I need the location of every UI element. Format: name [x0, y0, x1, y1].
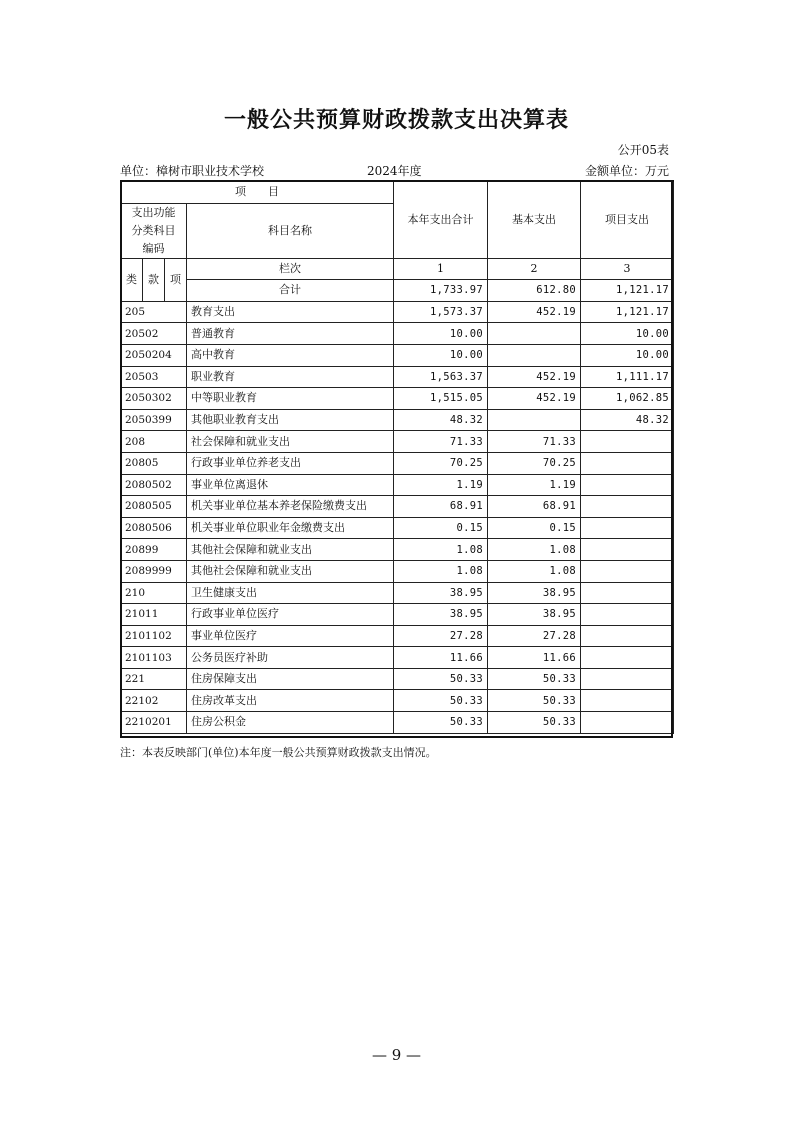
header-lei: 类 — [121, 258, 143, 301]
row-project: 10.00 — [581, 323, 674, 345]
year-label: 2024年度 — [367, 164, 422, 178]
row-code: 21011 — [121, 604, 187, 626]
row-basic: 27.28 — [488, 625, 581, 647]
row-total: 50.33 — [394, 690, 488, 712]
row-name: 行政事业单位医疗 — [187, 604, 394, 626]
row-total: 1,515.05 — [394, 388, 488, 410]
table-row — [121, 560, 674, 582]
row-project — [581, 582, 674, 604]
row-total: 38.95 — [394, 604, 488, 626]
row-basic — [488, 409, 581, 431]
row-name: 机关事业单位基本养老保险缴费支出 — [187, 496, 394, 518]
table-row — [121, 539, 674, 561]
row-project: 1,062.85 — [581, 388, 674, 410]
row-code: 2080506 — [121, 517, 187, 539]
row-code: 2210201 — [121, 712, 187, 734]
table-row — [121, 604, 674, 626]
row-total: 0.15 — [394, 517, 488, 539]
table-row — [121, 647, 674, 669]
table-row — [121, 625, 674, 647]
header-func-code: 支出功能分类科目编码 — [121, 203, 187, 258]
row-project — [581, 496, 674, 518]
row-name: 住房公积金 — [187, 712, 394, 734]
expenditure-table — [120, 180, 674, 734]
row-basic: 11.66 — [488, 647, 581, 669]
row-code: 2080505 — [121, 496, 187, 518]
row-basic: 1.08 — [488, 539, 581, 561]
row-code: 2050399 — [121, 409, 187, 431]
page-title: 一般公共预算财政拨款支出决算表 — [223, 108, 569, 133]
row-code: 2080502 — [121, 474, 187, 496]
table-row — [121, 452, 674, 474]
row-total: 68.91 — [394, 496, 488, 518]
header-xiangmu: 项 目 — [121, 181, 394, 203]
row-basic: 452.19 — [488, 301, 581, 323]
row-project — [581, 625, 674, 647]
row-project — [581, 647, 674, 669]
row-basic: 1.08 — [488, 560, 581, 582]
row-total: 50.33 — [394, 712, 488, 734]
row-total: 10.00 — [394, 323, 488, 345]
table-row — [121, 582, 674, 604]
row-project — [581, 560, 674, 582]
row-name: 行政事业单位养老支出 — [187, 452, 394, 474]
row-name: 其他社会保障和就业支出 — [187, 560, 394, 582]
row-basic: 50.33 — [488, 712, 581, 734]
row-project — [581, 431, 674, 453]
total-col1: 1,733.97 — [394, 280, 488, 302]
row-name: 社会保障和就业支出 — [187, 431, 394, 453]
row-project — [581, 604, 674, 626]
table-row — [121, 690, 674, 712]
row-basic — [488, 323, 581, 345]
table-row — [121, 712, 674, 734]
row-code: 20503 — [121, 366, 187, 388]
table-row — [121, 301, 674, 323]
row-name: 住房改革支出 — [187, 690, 394, 712]
row-code: 210 — [121, 582, 187, 604]
table-note: 注：本表反映部门(单位)本年度一般公共预算财政拨款支出情况。 — [120, 746, 437, 759]
row-project — [581, 712, 674, 734]
table-row — [121, 474, 674, 496]
row-name: 普通教育 — [187, 323, 394, 345]
row-basic: 50.33 — [488, 668, 581, 690]
row-total: 70.25 — [394, 452, 488, 474]
header-col2: 基本支出 — [488, 181, 581, 258]
row-project — [581, 690, 674, 712]
header-name-col: 科目名称 — [187, 203, 394, 258]
row-name: 事业单位离退休 — [187, 474, 394, 496]
header-col3-no: 3 — [581, 258, 674, 280]
row-project: 1,111.17 — [581, 366, 674, 388]
header-kuan: 款 — [143, 258, 165, 301]
row-name: 教育支出 — [187, 301, 394, 323]
row-project: 48.32 — [581, 409, 674, 431]
row-code: 20502 — [121, 323, 187, 345]
form-number: 公开05表 — [617, 143, 669, 157]
row-name: 卫生健康支出 — [187, 582, 394, 604]
table-row — [121, 344, 674, 366]
row-basic: 452.19 — [488, 388, 581, 410]
row-code: 20899 — [121, 539, 187, 561]
row-name: 职业教育 — [187, 366, 394, 388]
row-total: 38.95 — [394, 582, 488, 604]
unit-label: 单位：樟树市职业技术学校 — [120, 164, 265, 178]
row-code: 2101102 — [121, 625, 187, 647]
page-number: — 9 — — [371, 1046, 422, 1064]
row-name: 机关事业单位职业年金缴费支出 — [187, 517, 394, 539]
row-basic: 68.91 — [488, 496, 581, 518]
header-xiang: 项 — [165, 258, 187, 301]
table-row — [121, 668, 674, 690]
row-total: 1,563.37 — [394, 366, 488, 388]
header-col1-no: 1 — [394, 258, 488, 280]
row-project — [581, 668, 674, 690]
row-total: 48.32 — [394, 409, 488, 431]
header-col1: 本年支出合计 — [394, 181, 488, 258]
row-total: 1.19 — [394, 474, 488, 496]
table-row — [121, 409, 674, 431]
row-name: 公务员医疗补助 — [187, 647, 394, 669]
table-row — [121, 323, 674, 345]
table-row — [121, 517, 674, 539]
row-code: 2050302 — [121, 388, 187, 410]
header-total-label: 合计 — [187, 280, 394, 302]
row-basic: 1.19 — [488, 474, 581, 496]
row-name: 其他职业教育支出 — [187, 409, 394, 431]
header-col2-no: 2 — [488, 258, 581, 280]
money-unit-label: 金额单位：万元 — [584, 164, 669, 178]
row-total: 1.08 — [394, 560, 488, 582]
row-basic: 38.95 — [488, 604, 581, 626]
row-total: 11.66 — [394, 647, 488, 669]
row-code: 20805 — [121, 452, 187, 474]
row-name: 中等职业教育 — [187, 388, 394, 410]
table-row — [121, 496, 674, 518]
row-code: 22102 — [121, 690, 187, 712]
row-basic: 38.95 — [488, 582, 581, 604]
row-total: 10.00 — [394, 344, 488, 366]
row-code: 205 — [121, 301, 187, 323]
row-total: 50.33 — [394, 668, 488, 690]
row-code: 208 — [121, 431, 187, 453]
row-name: 其他社会保障和就业支出 — [187, 539, 394, 561]
table-row — [121, 388, 674, 410]
row-basic — [488, 344, 581, 366]
total-col2: 612.80 — [488, 280, 581, 302]
header-lanci: 栏次 — [187, 258, 394, 280]
total-col3: 1,121.17 — [581, 280, 674, 302]
row-name: 事业单位医疗 — [187, 625, 394, 647]
row-project — [581, 452, 674, 474]
row-total: 27.28 — [394, 625, 488, 647]
row-basic: 70.25 — [488, 452, 581, 474]
table-row — [121, 431, 674, 453]
row-project — [581, 539, 674, 561]
row-basic: 71.33 — [488, 431, 581, 453]
row-total: 1.08 — [394, 539, 488, 561]
row-name: 住房保障支出 — [187, 668, 394, 690]
row-code: 2101103 — [121, 647, 187, 669]
row-code: 221 — [121, 668, 187, 690]
row-code: 2089999 — [121, 560, 187, 582]
row-basic: 0.15 — [488, 517, 581, 539]
table-row — [121, 366, 674, 388]
row-name: 高中教育 — [187, 344, 394, 366]
row-basic: 452.19 — [488, 366, 581, 388]
row-basic: 50.33 — [488, 690, 581, 712]
row-project — [581, 517, 674, 539]
row-code: 2050204 — [121, 344, 187, 366]
row-project: 10.00 — [581, 344, 674, 366]
row-project — [581, 474, 674, 496]
row-total: 1,573.37 — [394, 301, 488, 323]
header-col3: 项目支出 — [581, 181, 674, 258]
row-total: 71.33 — [394, 431, 488, 453]
row-project: 1,121.17 — [581, 301, 674, 323]
